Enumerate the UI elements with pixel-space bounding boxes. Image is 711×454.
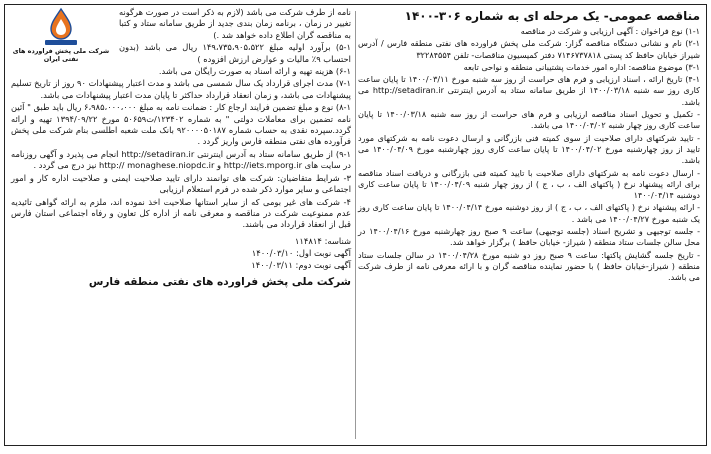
item-price-offer: - ارائه پیشنهاد نرخ ( پاکتهای الف ، ب ، ج ) از روز دوشنبه مورخ ۱۴۰۰/۰۴/۱۴ تا پایان ساعت کاری روز یک شنبه مورخ ۱۴۰۰/۰۴/۲۷ می باشد .	[358, 202, 700, 224]
item-document-dates: ۴-۱) تاریخ ارائه ، اسناد ارزیابی و فرم های حراست از روز سه شنبه مورخ ۱۴۰۰/۰۳/۱۱ تا پایان ساعت کاری روز سه شنبه ۱۴۰۰/۰۳/۱۸ از طریق سامانه ستاد به آدرس اینترنتی http://setadiran.ir می باشد.	[358, 74, 700, 107]
publication-dates	[11, 235, 351, 271]
para-guarantee: ۸-۱) نوع و مبلغ تضمین فرایند ارجاع کار : ضمانت نامه به مبلغ ۶،۹۸۵،۰۰۰،۰۰۰ ریال باید طبق " آئین نامه تضمین برای معاملات دولتی " به شماره ۱۲۳۴۰۲/ت۵۰۶۵۹ مورخ ۱۳۹۴/۰۹/۲۲ تهیه و ارائه گردد.سپرده نقدی به حساب شماره ۹۲۰۰۰۰۵۰۱۸۷ بانک ملت شعبه اطلسی بنام شرکت ملی پخش فرآورده های نفتی منطقه فارس واریز گردد .	[11, 102, 351, 147]
item-subject: ۳-۱) موضوع مناقصه: اداره امور خدمات پشتیبانی منطقه و نواحی تابعه	[463, 61, 700, 72]
item-briefing-session: - جلسه توجیهی و تشریح اسناد (جلسه توجیهی) ساعت ۹ صبح روز چهارشنبه مورخ ۱۴۰۰/۰۴/۱۶ در محل سالن جلسات ستاد منطقه ( شیراز- خیابان حافظ ) برگزار خواهد شد.	[358, 226, 700, 248]
logo-caption: شرکت ملی پخش فراورده های نفتی ایران	[12, 47, 110, 63]
item-submission: - تکمیل و تحویل اسناد مناقصه ارزیابی و فرم های حراست از روز سه شنبه ۱۴۰۰/۰۳/۱۸ تا پایان ساعت کاری روز چهار شنبه ۱۴۰۰/۰۴/۰۲ می باشد.	[358, 109, 700, 131]
notice-title: مناقصه عمومی- یک مرحله ای به شماره ۳۰۶-۱۴۰۰	[404, 9, 700, 23]
notice-left-column	[5, 5, 355, 445]
item-qualification: - تایید شرکتهای دارای صلاحیت از سوی کمیته فنی بازرگانی و ارسال دعوت نامه به شرکتهای مورد تایید از روز چهارشنبه مورخ ۱۴۰۰/۰۴/۰۲ تا پایان ساعت کاری روز چهارشنبه مورخ ۱۴۰۰/۰۴/۰۹ می باشد.	[358, 132, 701, 166]
tender-notice	[4, 4, 707, 446]
first-publication-date: آگهی نوبت اول: ۱۴۰۰/۰۳/۱۰	[251, 247, 351, 258]
para-estimate: ۵-۱) برآورد اولیه مبلغ ۱۴۹،۷۳۵،۹۰۵،۵۲۲ ریال می باشد (بدون احتساب ۹٪ مالیات و عوارض ارزش افزوده )	[119, 42, 351, 64]
notice-id: شناسه: ۱۱۴۸۱۴	[294, 235, 351, 246]
issuer-signature: شرکت ملی پخش فراورده های نفتی منطقه فارس	[88, 275, 351, 288]
column-divider	[355, 11, 356, 439]
item-organizer-address: ۲-۱) نام و نشانی دستگاه مناقصه گزار: شرکت ملی پخش فراورده های نفتی منطقه فارس / آدرس شیراز خیابان حافظ کد پستی ۷۱۴۶۷۳۷۸۱۸ دفتر کمیسیون مناقصات- تلفن ۳۲۲۸۴۵۵۴	[358, 38, 700, 60]
para-change-notice: نامه از طرف شرکت می باشد (لازم به ذکر است در صورت هرگونه تغییر در زمان ، برنامه زمان بندی جدید از طریق سامانه ستاد و کتبا به مناقصه گران اطلاع داده خواهد شد .)	[119, 7, 351, 40]
item-invitation: - ارسال دعوت نامه به شرکتهای دارای صلاحیت با تایید کمیته فنی بازرگانی و دریافت اسناد مناقصه برای ارائه پیشنهاد نرخ ( پاکتهای الف ، ب ، ج ) از روز چهار شنبه ۱۴۰۰/۰۴/۰۹ تا پایان ساعت کاری دوشنبه ۱۴۰۰/۰۴/۱۴	[358, 167, 701, 201]
para-requirements: ۳- شرایط متقاضیان: شرکت های توانمند دارای تایید صلاحیت ایمنی و صلاحیت اداره کار و امور اجتماعی و سایر موارد ذکر شده در فرم استعلام ارزیابی	[11, 172, 351, 195]
company-logo	[9, 7, 113, 71]
notice-right-column	[354, 5, 706, 445]
para-contract-duration: ۷-۱) مدت اجرای قرارداد یک سال شمسی می باشد و مدت اعتبار پیشنهادات ۹۰ روز از تاریخ تسلیم پیشنهادات می باشد، و زمان انعقاد قرارداد حداکثر تا پایان مدت اعتبار پیشنهادات می باشد.	[11, 78, 351, 100]
niopdc-logo-icon	[38, 7, 84, 47]
second-publication-date: آگهی نوبت دوم: ۱۴۰۰/۰۳/۱۱	[251, 259, 351, 270]
item-opening-session: - تاریخ جلسه گشایش پاکتها: ساعت ۹ صبح روز دو شنبه مورخ ۱۴۰۰/۰۴/۲۸ در سالن جلسات ستاد منطقه ( شیراز-خیابان حافظ ) با حضور نماینده مناقصه گران و با ارائه معرفی نامه از طرف شرکت می باشد.	[358, 249, 701, 283]
para-document-fee: ۶-۱) هزینه تهیه و ارائه اسناد به صورت رایگان می باشد.	[158, 66, 351, 77]
para-non-local-companies: ۴- شرکت های غیر بومی که از سایر استانها صلاحیت اخذ نموده اند، ملزم به ارائه گواهی تائیدیه عدم ممنوعیت شرکت در مناقصه و معرفی نامه از اداره کل تعاون و رفاه اجتماعی استان فارس قبل از انعقاد قرارداد می باشند.	[11, 196, 351, 230]
item-call-type: ۱-۱) نوع فراخوان : آگهی ارزیابی و شرکت در مناقصه	[520, 26, 700, 36]
para-websites: ۹-۱) از طریق سامانه ستاد به آدرس اینترنتی http://setadiran.ir انجام می پذیرد و آگهی روزنامه در سایت های http://iets.mporg.ir و http:// monaghese.niopdc.ir نیز درج می گردد .	[11, 148, 351, 171]
